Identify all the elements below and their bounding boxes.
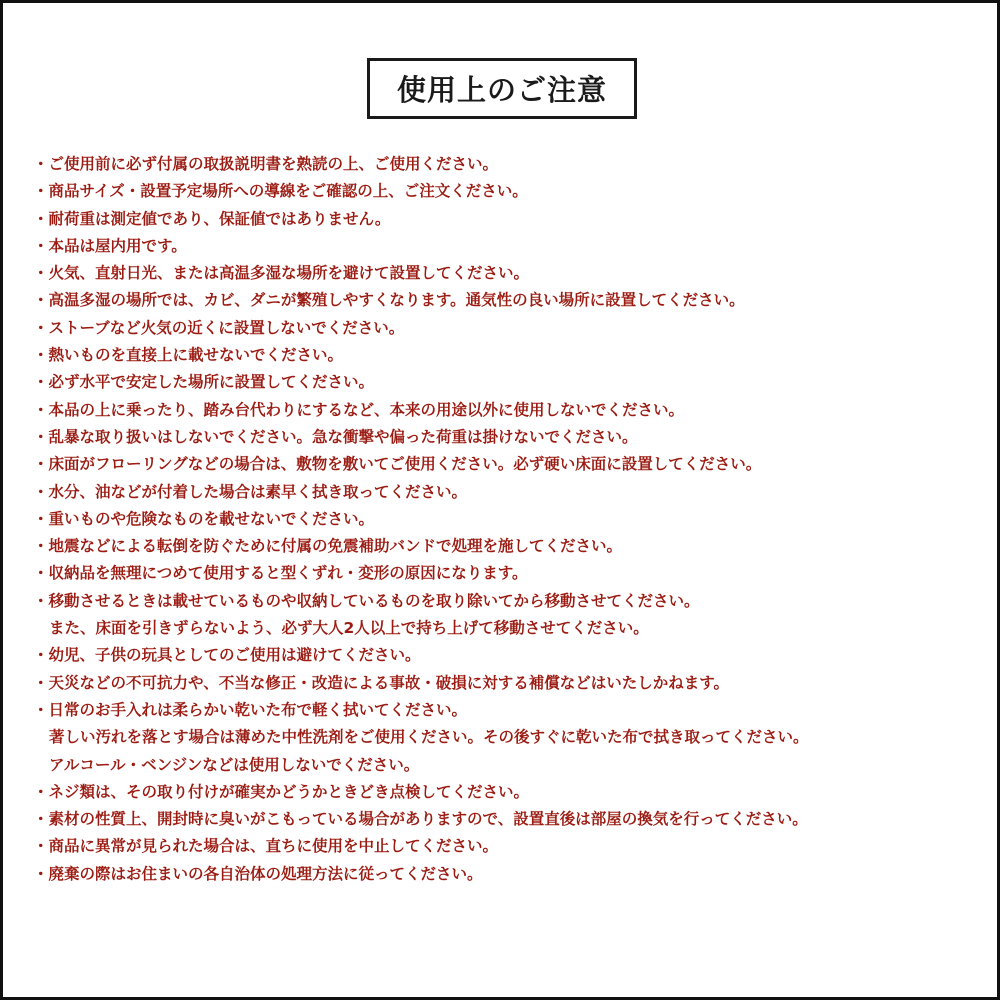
list-item: ・乱暴な取り扱いはしないでください。急な衝撃や偏った荷重は掛けないでください。 xyxy=(33,427,638,446)
list-item-continuation: また、床面を引きずらないよう、必ず大人2人以上で持ち上げて移動させてください。 xyxy=(49,619,649,638)
list-item: ・本品は屋内用です。 xyxy=(33,236,187,255)
list-item: ・収納品を無理につめて使用すると型くずれ・変形の原因になります。 xyxy=(33,564,528,583)
list-item: ・水分、油などが付着した場合は素早く拭き取ってください。 xyxy=(33,482,468,501)
list-item: ・本品の上に乗ったり、踏み台代わりにするなど、本来の用途以外に使用しないでください。 xyxy=(33,400,685,419)
list-item: ・高温多湿の場所では、カビ、ダニが繁殖しやすくなります。通気性の良い場所に設置してください。 xyxy=(33,291,745,310)
list-item: ・ストーブなど火気の近くに設置しないでください。 xyxy=(33,318,405,337)
list-item: ・天災などの不可抗力や、不当な修正・改造による事故・破損に対する補償などはいたしかねます。 xyxy=(33,673,729,692)
list-item: ・必ず水平で安定した場所に設置してください。 xyxy=(33,373,375,392)
list-item: ・耐荷重は測定値であり、保証値ではありません。 xyxy=(33,209,391,228)
title-box xyxy=(367,58,637,119)
list-item: ・重いものや危険なものを載せないでください。 xyxy=(33,509,375,528)
list-item: ・ネジ類は、その取り付けが確実かどうかときどき点検してください。 xyxy=(33,782,530,801)
page-title: 使用上のご注意 xyxy=(396,73,607,107)
list-item-continuation: 著しい汚れを落とす場合は薄めた中性洗剤をご使用ください。その後すぐに乾いた布で拭き取ってください。 xyxy=(49,728,809,747)
list-item: ・ご使用前に必ず付属の取扱説明書を熟読の上、ご使用ください。 xyxy=(33,155,499,173)
list-item: ・地震などによる転倒を防ぐために付属の免震補助バンドで処理を施してください。 xyxy=(33,537,623,556)
list-item: ・熱いものを直接上に載せないでください。 xyxy=(33,346,344,365)
list-item: ・移動させるときは載せているものや収納しているものを取り除いてから移動させてください。 xyxy=(33,591,700,610)
list-item: ・素材の性質上、開封時に臭いがこもっている場合がありますので、設置直後は部屋の換気を行ってください。 xyxy=(33,810,808,829)
caution-list xyxy=(33,151,983,888)
list-item-continuation: アルコール・ベンジンなどは使用しないでください。 xyxy=(49,755,420,774)
list-item: ・火気、直射日光、または高温多湿な場所を避けて設置してください。 xyxy=(33,264,530,283)
list-item: ・床面がフローリングなどの場合は、敷物を敷いてご使用ください。必ず硬い床面に設置してください。 xyxy=(33,455,762,474)
list-item: ・廃棄の際はお住まいの各自治体の処理方法に従ってください。 xyxy=(33,864,483,883)
list-item: ・幼児、子供の玩具としてのご使用は避けてください。 xyxy=(33,646,421,665)
list-item: ・商品に異常が見られた場合は、直ちに使用を中止してください。 xyxy=(33,837,499,856)
list-item: ・商品サイズ・設置予定場所への導線をご確認の上、ご注文ください。 xyxy=(33,182,528,201)
list-item: ・日常のお手入れは柔らかい乾いた布で軽く拭いてください。 xyxy=(33,700,468,719)
